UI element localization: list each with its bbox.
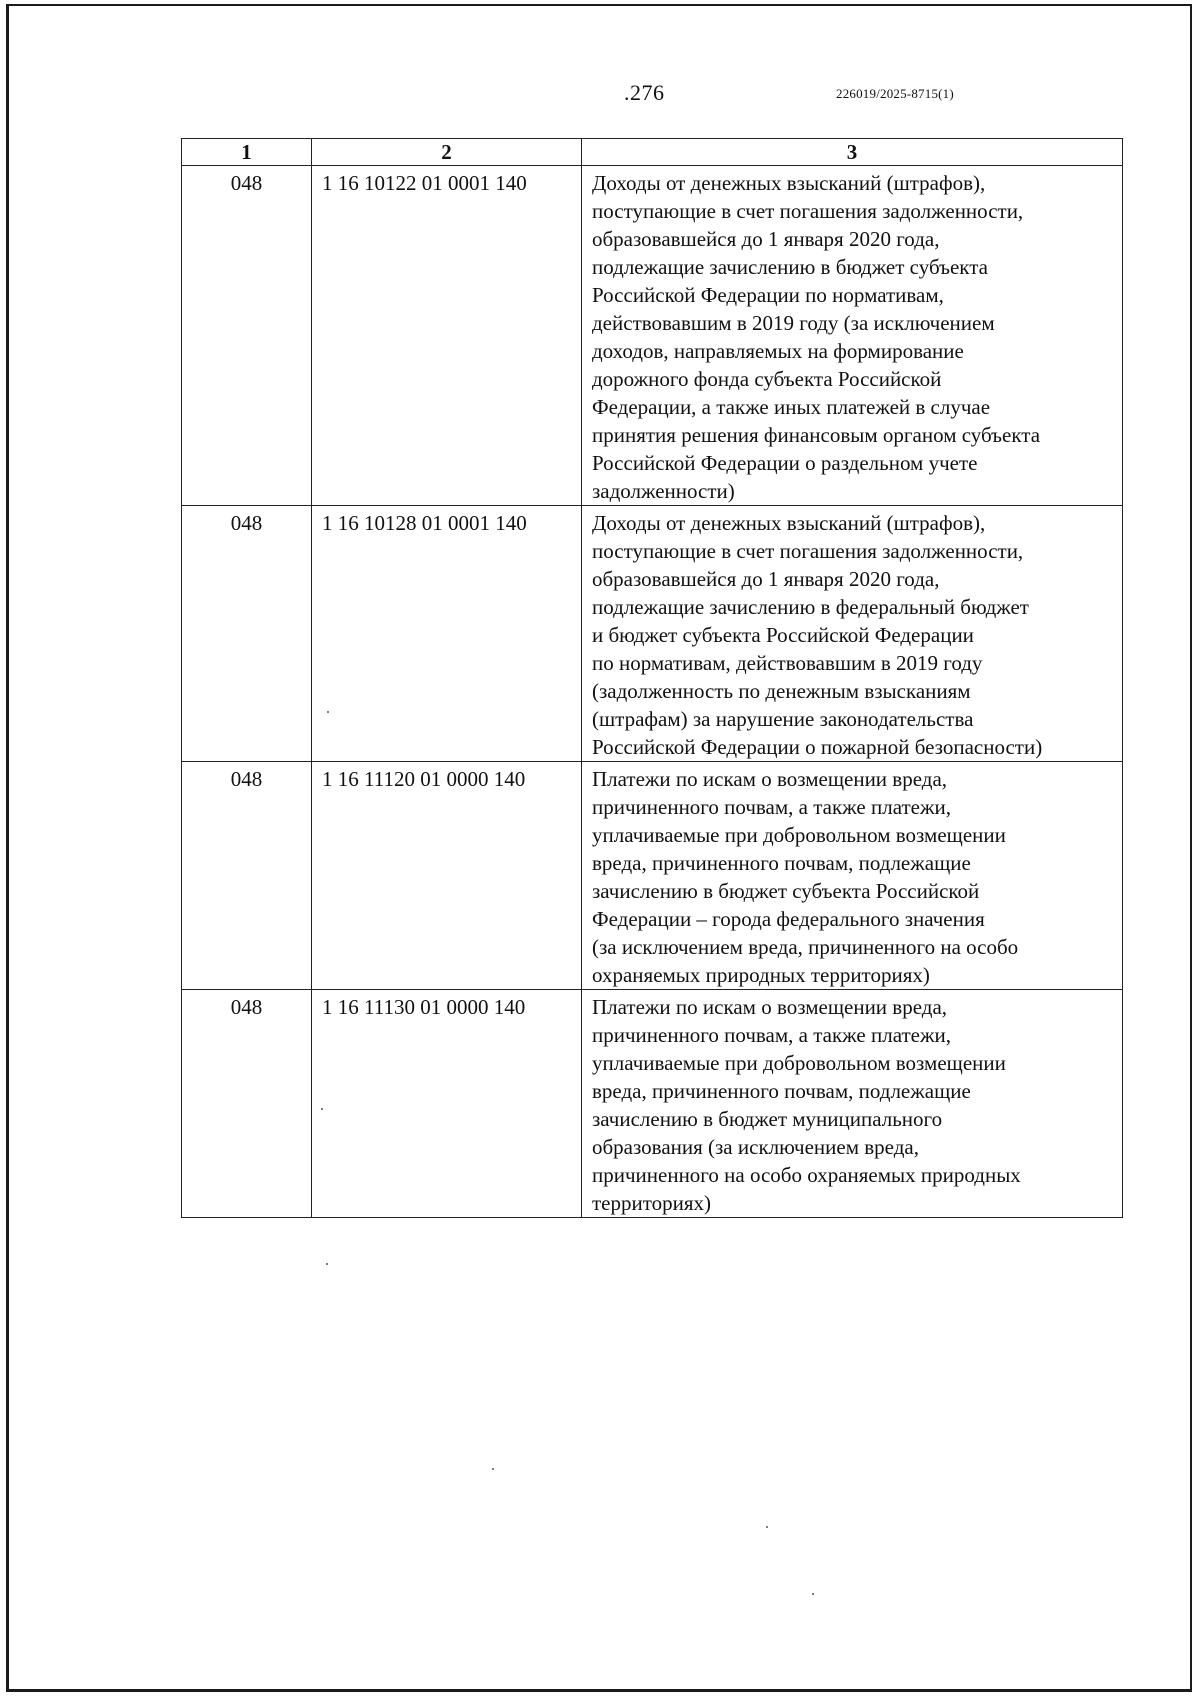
description-line: дорожного фонда субъекта Российской [592, 367, 942, 391]
description-cell [582, 762, 1123, 990]
scan-speck [766, 1526, 768, 1528]
description-line: причиненного почвам, а также платежи, [592, 1023, 951, 1047]
document-id: 226019/2025-8715(1) [836, 86, 954, 101]
admin-code-cell: 048 [182, 506, 312, 762]
description-line: (штрафам) за нарушение законодательства [592, 707, 974, 731]
description-line: подлежащие зачислению в федеральный бюджет [592, 595, 1029, 619]
description-cell [582, 990, 1123, 1218]
budget-classification-code-cell: 1 16 10128 01 0001 140 [312, 506, 582, 762]
description-line: поступающие в счет погашения задолженности, [592, 539, 1024, 563]
description-line: Доходы от денежных взысканий (штрафов), [592, 511, 986, 535]
table-row [182, 166, 1123, 506]
column-header-1: 1 [182, 139, 312, 166]
scan-speck [812, 1593, 814, 1595]
description-line: поступающие в счет погашения задолженности, [592, 199, 1024, 223]
description-line: и бюджет субъекта Российской Федерации [592, 623, 974, 647]
scan-speck [492, 1468, 494, 1470]
description-line: уплачиваемые при добровольном возмещении [592, 823, 1006, 847]
budget-classification-code-cell: 1 16 11120 01 0000 140 [312, 762, 582, 990]
description-line: доходов, направляемых на формирование [592, 339, 964, 363]
table-row [182, 506, 1123, 762]
description-line: образовавшейся до 1 января 2020 года, [592, 567, 940, 591]
table-row [182, 990, 1123, 1218]
description-line: Платежи по искам о возмещении вреда, [592, 995, 948, 1019]
description-line: действовавшим в 2019 году (за исключением [592, 311, 995, 335]
description-line: задолженности) [592, 479, 735, 503]
revenue-codes-table [181, 138, 1123, 1218]
revenue-codes-table-container [181, 138, 1122, 1218]
description-line: вреда, причиненного почвам, подлежащие [592, 1079, 971, 1103]
description-line: Российской Федерации о пожарной безопасности) [592, 735, 1043, 759]
scan-speck [327, 711, 329, 713]
description-line: зачислению в бюджет муниципального [592, 1107, 943, 1131]
column-header-3: 3 [582, 139, 1123, 166]
description-line: причиненного на особо охраняемых природных [592, 1163, 1021, 1187]
description-line: уплачиваемые при добровольном возмещении [592, 1051, 1006, 1075]
budget-classification-code-cell: 1 16 10122 01 0001 140 [312, 166, 582, 506]
description-line: принятия решения финансовым органом субъекта [592, 423, 1041, 447]
description-line: территориях) [592, 1191, 712, 1215]
description-line: подлежащие зачислению в бюджет субъекта [592, 255, 988, 279]
admin-code-cell: 048 [182, 166, 312, 506]
description-line: причиненного почвам, а также платежи, [592, 795, 951, 819]
admin-code-cell: 048 [182, 762, 312, 990]
description-cell [582, 506, 1123, 762]
table-row [182, 762, 1123, 990]
scan-speck [326, 1263, 328, 1265]
description-line: Платежи по искам о возмещении вреда, [592, 767, 948, 791]
admin-code-cell: 048 [182, 990, 312, 1218]
description-line: Доходы от денежных взысканий (штрафов), [592, 171, 986, 195]
description-line: (за исключением вреда, причиненного на особо [592, 935, 1019, 959]
description-line: по нормативам, действовавшим в 2019 году [592, 651, 983, 675]
description-cell [582, 166, 1123, 506]
description-line: Федерации, а также иных платежей в случае [592, 395, 991, 419]
table-body [182, 166, 1123, 1218]
table-header-row [182, 139, 1123, 166]
description-line: вреда, причиненного почвам, подлежащие [592, 851, 971, 875]
description-line: Российской Федерации о раздельном учете [592, 451, 978, 475]
page-number: .276 [624, 80, 665, 105]
scan-speck [321, 1108, 323, 1110]
column-header-2: 2 [312, 139, 582, 166]
description-line: Федерации – города федерального значения [592, 907, 985, 931]
description-line: зачислению в бюджет субъекта Российской [592, 879, 980, 903]
description-line: (задолженность по денежным взысканиям [592, 679, 971, 703]
description-line: образования (за исключением вреда, [592, 1135, 919, 1159]
description-line: охраняемых природных территориях) [592, 963, 930, 987]
budget-classification-code-cell: 1 16 11130 01 0000 140 [312, 990, 582, 1218]
description-line: образовавшейся до 1 января 2020 года, [592, 227, 940, 251]
description-line: Российской Федерации по нормативам, [592, 283, 944, 307]
